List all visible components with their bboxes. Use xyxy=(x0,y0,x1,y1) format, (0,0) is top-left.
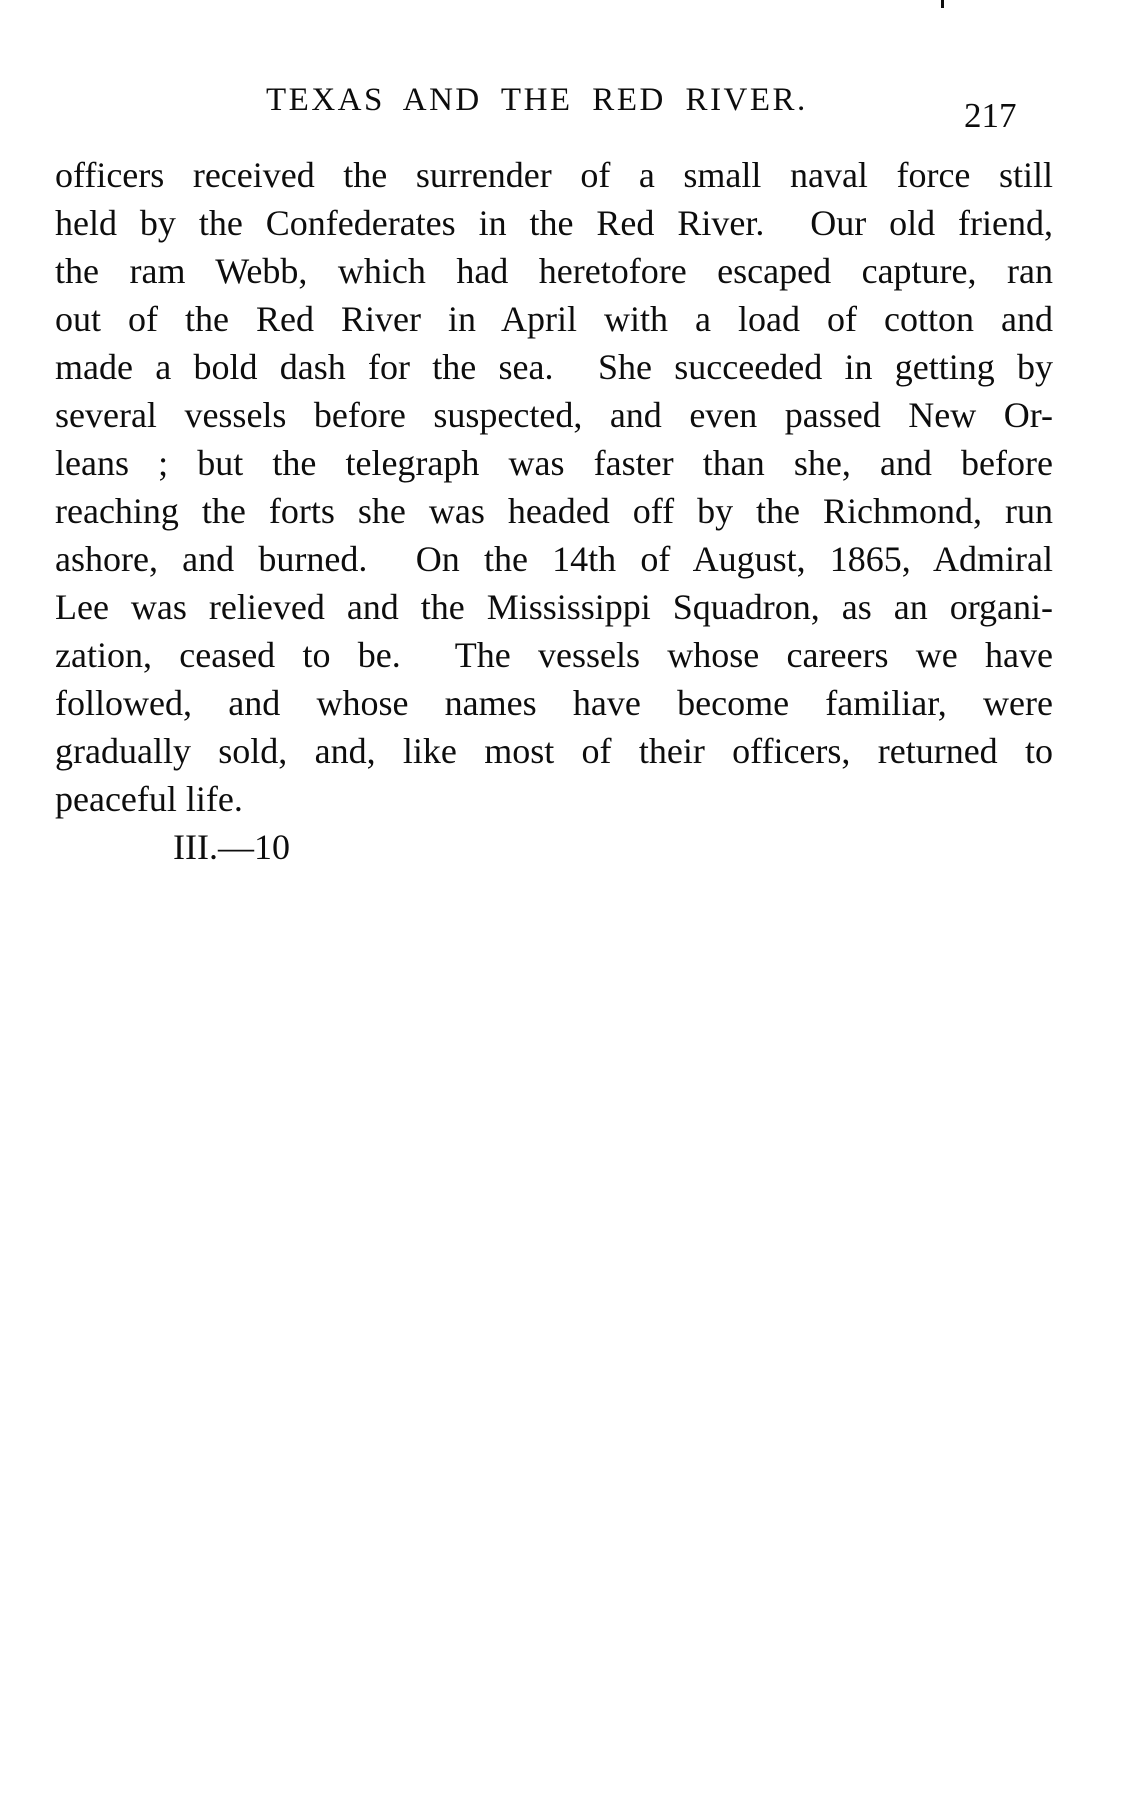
text-line: out of the Red River in April with a load of cotton and xyxy=(55,299,1053,339)
text-line: followed, and whose names have become familiar, were xyxy=(55,683,1053,723)
text-line: held by the Confederates in the Red River. Our old friend, xyxy=(55,203,1053,243)
text-line: officers received the surrender of a small naval force still xyxy=(55,155,1053,195)
scan-artifact-mark xyxy=(941,0,944,8)
text-line: zation, ceased to be. The vessels whose careers we have xyxy=(55,635,1053,675)
volume-signature-mark: III.—10 xyxy=(173,827,290,867)
text-line: leans ; but the telegraph was faster than she, and before xyxy=(55,443,1053,483)
text-line: the ram Webb, which had heretofore escaped capture, ran xyxy=(55,251,1053,291)
text-line: Lee was relieved and the Mississippi Squadron, as an organi- xyxy=(55,587,1053,627)
paragraph-block xyxy=(55,151,1053,871)
text-line: gradually sold, and, like most of their officers, returned to xyxy=(55,731,1053,771)
text-line: peaceful life. xyxy=(55,779,243,819)
running-head-title: TEXAS AND THE RED RIVER. xyxy=(266,82,808,118)
text-line: reaching the forts she was headed off by the Richmond, run xyxy=(55,491,1053,531)
text-line: ashore, and burned. On the 14th of August, 1865, Admiral xyxy=(55,539,1053,579)
text-line: several vessels before suspected, and even passed New Or- xyxy=(55,395,1053,435)
text-line: made a bold dash for the sea. She succeeded in getting by xyxy=(55,347,1053,387)
page-number: 217 xyxy=(964,96,1017,135)
